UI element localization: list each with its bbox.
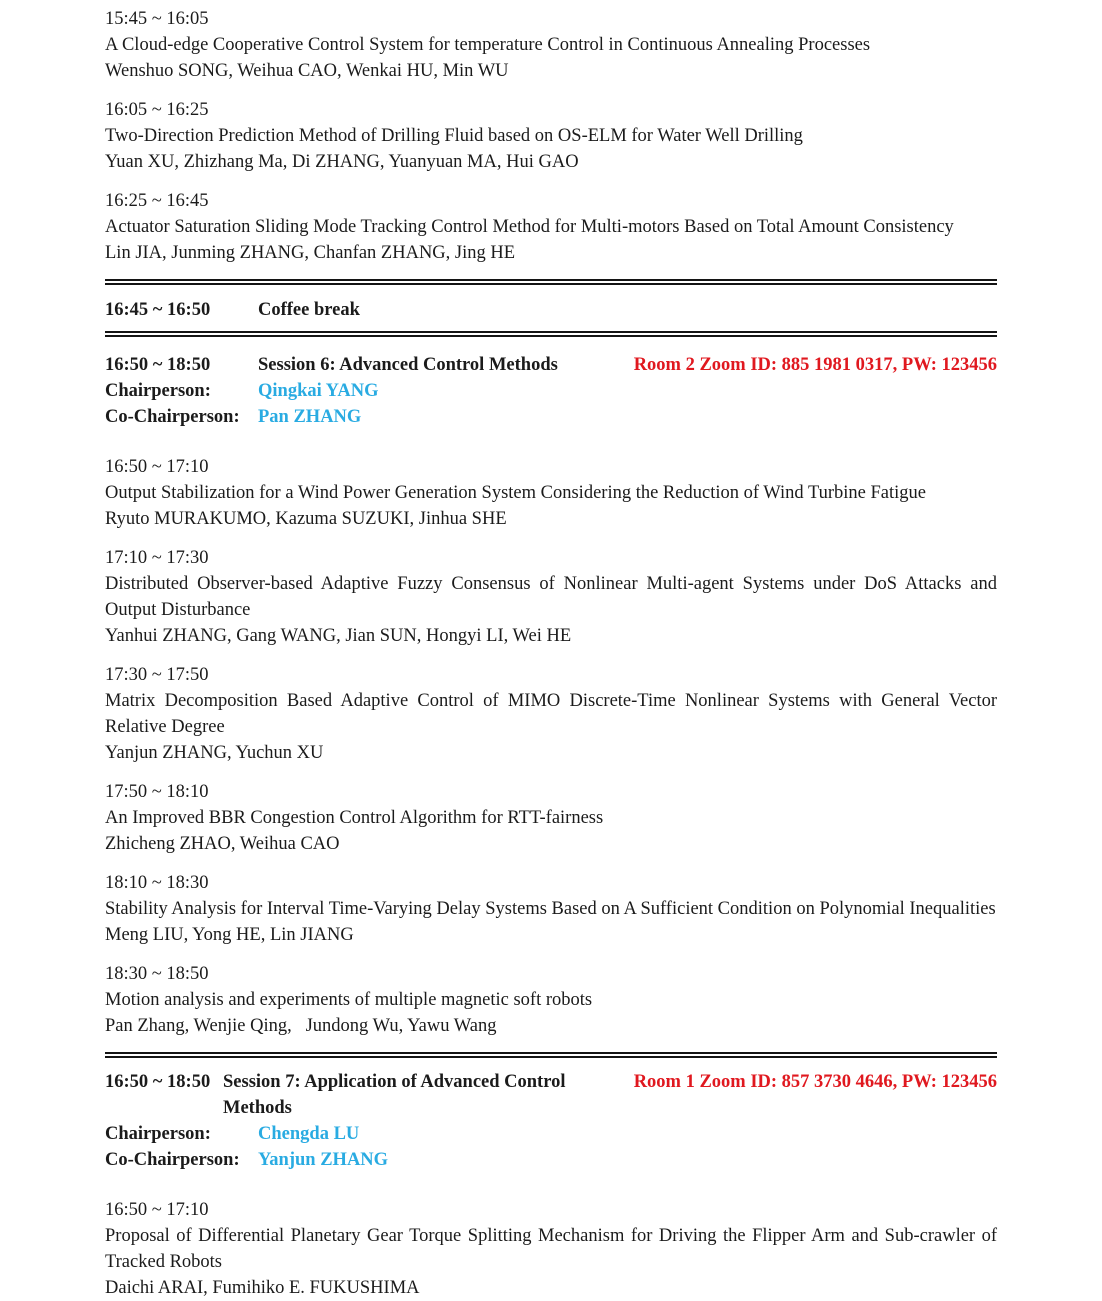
co-chairperson-label: Co-Chairperson: [105,407,240,427]
separator-line [105,1052,997,1058]
coffee-break-row [105,297,997,323]
chairperson-name: Chengda LU [258,1124,360,1144]
chairperson-label: Chairperson: [105,381,211,401]
talk-time: 16:50 ~ 17:10 [105,457,209,477]
chairperson-name: Qingkai YANG [258,381,379,401]
talk-block [105,188,997,266]
talk-title: Proposal of Differential Planetary Gear Torque Splitting Mechanism for Driving the Flipper Arm and Sub-crawler of Tracked Robots [105,1226,997,1272]
talk-title: Two-Direction Prediction Method of Drilling Fluid based on OS-ELM for Water Well Drilling [105,126,803,146]
session7-header [105,1069,997,1173]
talk-authors: Yuan XU, Zhizhang Ma, Di ZHANG, Yuanyuan MA, Hui GAO [105,152,579,172]
talk-title: Actuator Saturation Sliding Mode Tracking Control Method for Multi-motors Based on Total Amount Consistency [105,217,954,237]
talk-time: 17:50 ~ 18:10 [105,782,209,802]
coffee-break-label: Coffee break [258,300,360,320]
session7-title-row [105,1069,997,1121]
talk-title: Stability Analysis for Interval Time-Varying Delay Systems Based on A Sufficient Condition on Polynomial Inequalities [105,899,996,919]
talk-time: 16:05 ~ 16:25 [105,100,209,120]
talk-time: 16:25 ~ 16:45 [105,191,209,211]
co-chairperson-label: Co-Chairperson: [105,1150,240,1170]
talk-authors: Daichi ARAI, Fumihiko E. FUKUSHIMA [105,1278,420,1298]
session-title: Session 7: Application of Advanced Control Methods [223,1072,566,1118]
talk-title: An Improved BBR Congestion Control Algorithm for RTT-fairness [105,808,604,828]
talk-block [105,779,997,857]
co-chairperson-name: Yanjun ZHANG [258,1150,389,1170]
talk-block [105,1197,997,1301]
talk-time: 16:50 ~ 17:10 [105,1200,209,1220]
talk-time: 18:30 ~ 18:50 [105,964,209,984]
talk-block [105,454,997,532]
talk-title: A Cloud-edge Cooperative Control System for temperature Control in Continuous Annealing Processes [105,35,871,55]
coffee-break-section [105,279,997,337]
talk-time: 18:10 ~ 18:30 [105,873,209,893]
session6-title-row [105,352,997,378]
talk-authors: Yanhui ZHANG, Gang WANG, Jian SUN, Hongyi LI, Wei HE [105,626,572,646]
coffee-break-time: 16:45 ~ 16:50 [105,300,211,320]
talk-authors: Zhicheng ZHAO, Weihua CAO [105,834,340,854]
talk-title: Matrix Decomposition Based Adaptive Control of MIMO Discrete-Time Nonlinear Systems with General Vector Relative Degree [105,691,997,737]
talk-block [105,97,997,175]
talk-title: Distributed Observer-based Adaptive Fuzzy Consensus of Nonlinear Multi-agent Systems under DoS Attacks and Output Disturbance [105,574,997,620]
talk-authors: Lin JIA, Junming ZHANG, Chanfan ZHANG, Jing HE [105,243,516,263]
talk-block [105,545,997,649]
talk-time: 15:45 ~ 16:05 [105,9,209,29]
talk-authors: Ryuto MURAKUMO, Kazuma SUZUKI, Jinhua SHE [105,509,507,529]
talk-authors: Pan Zhang, Wenjie Qing, Jundong Wu, Yawu Wang [105,1016,497,1036]
separator-line [105,331,997,337]
talk-authors: Yanjun ZHANG, Yuchun XU [105,743,324,763]
talk-title: Motion analysis and experiments of multiple magnetic soft robots [105,990,593,1010]
talk-authors: Wenshuo SONG, Weihua CAO, Wenkai HU, Min WU [105,61,509,81]
session-time: 16:50 ~ 18:50 [105,1072,211,1092]
chairperson-row [105,1121,997,1147]
separator-line [105,279,997,285]
talk-time: 17:10 ~ 17:30 [105,548,209,568]
co-chairperson-name: Pan ZHANG [258,407,362,427]
session-title: Session 6: Advanced Control Methods [258,355,558,375]
session-time: 16:50 ~ 18:50 [105,355,211,375]
talk-block [105,870,997,948]
talk-authors: Meng LIU, Yong HE, Lin JIANG [105,925,354,945]
room-zoom-info: Room 1 Zoom ID: 857 3730 4646, PW: 123456 [633,1072,997,1092]
chairperson-label: Chairperson: [105,1124,211,1144]
session6-header [105,352,997,430]
talk-block [105,6,997,84]
room-zoom-info: Room 2 Zoom ID: 885 1981 0317, PW: 123456 [633,355,997,375]
talk-title: Output Stabilization for a Wind Power Generation System Considering the Reduction of Wind Turbine Fatigue [105,483,926,503]
co-chairperson-row [105,404,997,430]
talk-time: 17:30 ~ 17:50 [105,665,209,685]
co-chairperson-row [105,1147,997,1173]
talk-block [105,961,997,1039]
chairperson-row [105,378,997,404]
talk-block [105,662,997,766]
